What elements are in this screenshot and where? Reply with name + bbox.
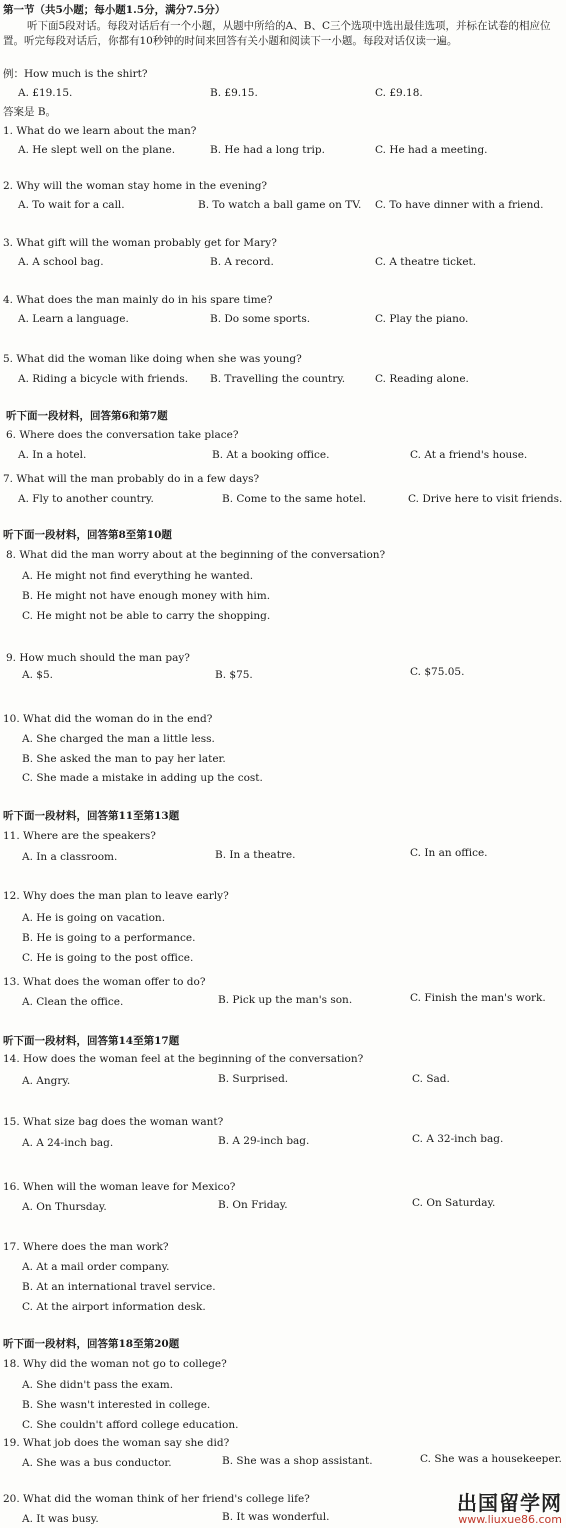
question-stem: 16. When will the woman leave for Mexico? xyxy=(3,1181,236,1193)
option-a: A. He is going on vacation. xyxy=(22,912,166,924)
option-a: A. Angry. xyxy=(22,1075,71,1087)
example-stem: 例：How much is the shirt? xyxy=(3,68,148,80)
question-stem: 7. What will the man probably do in a few days? xyxy=(3,473,260,485)
option-a: A. In a classroom. xyxy=(22,851,118,863)
option-a: A. At a mail order company. xyxy=(22,1261,170,1273)
option-a: A. She charged the man a little less. xyxy=(22,733,215,745)
option-c: C. Drive here to visit friends. xyxy=(408,493,563,505)
group-heading: 听下面一段材料，回答第6和第7题 xyxy=(6,410,168,422)
watermark-url: www.liuxue86.com xyxy=(458,1513,562,1526)
option-a: A. It was busy. xyxy=(22,1513,99,1525)
question-stem: 8. What did the man worry about at the beginning of the conversation? xyxy=(6,549,386,561)
option-a: A. $5. xyxy=(22,669,53,681)
question-stem: 19. What job does the woman say she did? xyxy=(3,1437,230,1449)
option-c: C. Play the piano. xyxy=(375,313,469,325)
option-b: B. Pick up the man's son. xyxy=(218,994,353,1006)
group-heading: 听下面一段材料，回答第11至第13题 xyxy=(3,810,180,822)
option-b: B. A 29-inch bag. xyxy=(218,1135,310,1147)
option-a: A. To wait for a call. xyxy=(18,199,125,211)
watermark-logo xyxy=(457,1492,562,1526)
option-b: B. At a booking office. xyxy=(212,449,330,461)
group-heading: 听下面一段材料，回答第8至第10题 xyxy=(3,529,172,541)
option-b: B. Come to the same hotel. xyxy=(222,493,367,505)
option-a: A. She didn't pass the exam. xyxy=(22,1379,174,1391)
option-b: B. He might not have enough money with him. xyxy=(22,590,271,602)
group-heading: 听下面一段材料，回答第14至第17题 xyxy=(3,1035,180,1047)
example-option-b: B. £9.15. xyxy=(210,87,258,99)
option-b: B. He is going to a performance. xyxy=(22,932,196,944)
option-b: B. She asked the man to pay her later. xyxy=(22,753,226,765)
option-c: C. She made a mistake in adding up the cost. xyxy=(22,772,263,784)
option-a: A. A 24-inch bag. xyxy=(22,1137,114,1149)
option-c: C. To have dinner with a friend. xyxy=(375,199,544,211)
option-a: A. A school bag. xyxy=(18,256,104,268)
example-option-c: C. £9.18. xyxy=(375,87,423,99)
option-c: C. He is going to the post office. xyxy=(22,952,194,964)
option-b: B. Surprised. xyxy=(218,1073,289,1085)
option-a: A. Fly to another country. xyxy=(18,493,154,505)
option-b: B. At an international travel service. xyxy=(22,1281,216,1293)
option-b: B. Do some sports. xyxy=(210,313,311,325)
option-b: B. In a theatre. xyxy=(215,849,296,861)
option-c: C. Sad. xyxy=(412,1073,450,1085)
question-stem: 15. What size bag does the woman want? xyxy=(3,1116,224,1128)
question-stem: 9. How much should the man pay? xyxy=(6,652,190,664)
example-option-a: A. £19.15. xyxy=(18,87,73,99)
option-c: C. Finish the man's work. xyxy=(410,992,546,1004)
option-a: A. She was a bus conductor. xyxy=(22,1457,172,1469)
option-c: C. On Saturday. xyxy=(412,1197,496,1209)
option-b: B. On Friday. xyxy=(218,1199,288,1211)
option-a: A. Clean the office. xyxy=(22,996,124,1008)
section-instructions: 听下面5段对话。每段对话后有一个小题，从题中所给的A、B、C三个选项中选出最佳选项，并标在试卷的相应位置。听完每段对话后，你都有10秒钟的时间来回答有关小题和阅读下一小题。每段对话仅读一遍。 xyxy=(3,20,551,47)
option-b: B. Travelling the country. xyxy=(210,373,346,385)
option-b: B. She was a shop assistant. xyxy=(222,1455,373,1467)
option-b: B. She wasn't interested in college. xyxy=(22,1399,211,1411)
option-c: C. $75.05. xyxy=(410,666,465,678)
option-a: A. On Thursday. xyxy=(22,1201,107,1213)
question-stem: 17. Where does the man work? xyxy=(3,1241,169,1253)
question-stem: 10. What did the woman do in the end? xyxy=(3,713,213,725)
option-c: C. In an office. xyxy=(410,847,488,859)
option-c: C. She couldn't afford college education. xyxy=(22,1419,239,1431)
question-stem: 1. What do we learn about the man? xyxy=(3,125,197,137)
option-c: C. A theatre ticket. xyxy=(375,256,477,268)
question-stem: 18. Why did the woman not go to college? xyxy=(3,1358,227,1370)
option-c: C. At a friend's house. xyxy=(410,449,528,461)
group-heading: 听下面一段材料，回答第18至第20题 xyxy=(3,1338,180,1350)
question-stem: 14. How does the woman feel at the beginning of the conversation? xyxy=(3,1053,364,1065)
option-a: A. Learn a language. xyxy=(18,313,129,325)
option-b: B. To watch a ball game on TV. xyxy=(198,199,362,211)
question-stem: 11. Where are the speakers? xyxy=(3,830,156,842)
option-c: C. A 32-inch bag. xyxy=(412,1133,504,1145)
question-stem: 5. What did the woman like doing when she was young? xyxy=(3,353,302,365)
question-stem: 20. What did the woman think of her friend's college life? xyxy=(3,1493,310,1505)
option-c: C. Reading alone. xyxy=(375,373,469,385)
option-c: C. At the airport information desk. xyxy=(22,1301,206,1313)
option-c: C. He had a meeting. xyxy=(375,144,488,156)
option-b: B. It was wonderful. xyxy=(222,1511,330,1523)
option-a: A. Riding a bicycle with friends. xyxy=(18,373,189,385)
example-answer: 答案是 B。 xyxy=(3,106,57,118)
question-stem: 4. What does the man mainly do in his spare time? xyxy=(3,294,273,306)
option-c: C. He might not be able to carry the shopping. xyxy=(22,610,271,622)
option-c: C. She was a housekeeper. xyxy=(420,1453,562,1465)
watermark-name: 出国留学网 xyxy=(457,1491,562,1515)
question-stem: 3. What gift will the woman probably get for Mary? xyxy=(3,237,277,249)
option-b: B. $75. xyxy=(215,669,253,681)
question-stem: 2. Why will the woman stay home in the evening? xyxy=(3,180,268,192)
question-stem: 13. What does the woman offer to do? xyxy=(3,976,206,988)
option-b: B. A record. xyxy=(210,256,274,268)
question-stem: 6. Where does the conversation take place? xyxy=(6,429,239,441)
option-b: B. He had a long trip. xyxy=(210,144,325,156)
question-stem: 12. Why does the man plan to leave early? xyxy=(3,890,229,902)
option-a: A. He slept well on the plane. xyxy=(18,144,176,156)
option-a: A. He might not find everything he wanted. xyxy=(22,570,254,582)
section-heading: 第一节（共5小题；每小题1.5分，满分7.5分） xyxy=(3,4,226,16)
option-a: A. In a hotel. xyxy=(18,449,87,461)
